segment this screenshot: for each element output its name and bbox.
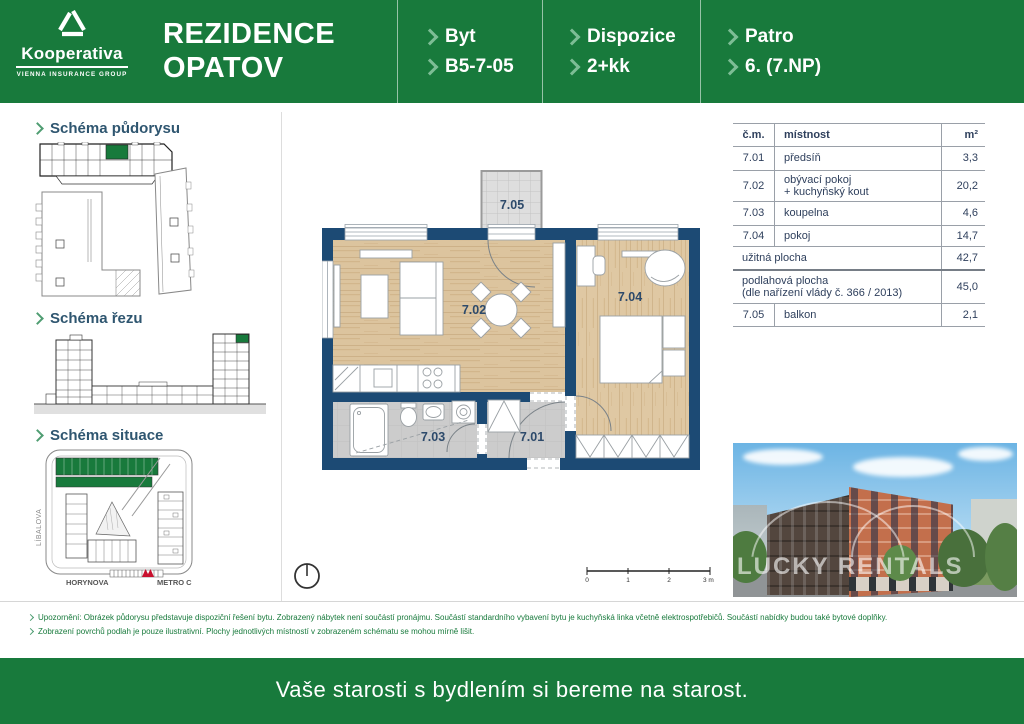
logo-subbrand: VIENNA INSURANCE GROUP: [16, 71, 128, 78]
room-label-hall: 7.01: [519, 430, 545, 444]
tv: [334, 265, 340, 327]
chevron-icon: [27, 627, 34, 634]
room-area-table: [733, 123, 985, 327]
kitchen-counter: [333, 365, 460, 392]
tree: [985, 523, 1017, 591]
section-schema-drawing: [34, 330, 266, 416]
floor-info-block: [724, 24, 821, 84]
double-bed: [600, 316, 662, 383]
floorplan-schema-drawing: [28, 142, 268, 304]
sofa: [400, 262, 443, 335]
chevron-icon: [422, 29, 439, 46]
section-title-section-schema: Schéma řezu: [33, 310, 143, 327]
chevron-icon: [564, 59, 581, 76]
sideboard: [360, 250, 412, 258]
building-photo: [733, 443, 1017, 597]
room-label-living: 7.02: [461, 303, 487, 317]
wall-niche: [553, 243, 565, 327]
table-row: 7.03 koupelna 4,6: [733, 202, 985, 226]
col-header-room: místnost: [784, 128, 830, 141]
scale-tick: 0: [585, 577, 589, 584]
section-title-floorplan-schema: Schéma půdorysu: [33, 120, 180, 137]
chevron-icon: [27, 614, 34, 621]
scale-tick: 1: [626, 577, 630, 584]
footer-slogan: Vaše starosti s bydlením si bereme na starost.: [275, 677, 749, 702]
page-title: [163, 17, 335, 85]
chevron-icon: [722, 29, 739, 46]
nightstand: [663, 316, 685, 348]
chevron-icon: [31, 312, 44, 325]
logo-rule: [16, 66, 128, 68]
highlighted-unit: [106, 145, 128, 159]
cloud: [743, 449, 823, 465]
title-line2: OPATOV: [163, 52, 284, 84]
bathtub: [350, 404, 388, 456]
layout-info-block: [566, 24, 676, 84]
washing-machine: [452, 401, 475, 423]
header-bar: [0, 0, 1024, 103]
disclaimer: [28, 611, 1008, 638]
scale-tick: 3 m: [703, 577, 714, 584]
unit-label: Byt: [445, 26, 476, 47]
disclaimer-line1: Upozornění: Obrázek půdorysu představuje dispoziční řešení bytu. Zobrazený nábytek není součástí pronájmu. Součástí standardního vybavení bytu je kuchyňská linka včetně elektrospotřebičů. Součástí nabídky budou také bytové doplňky.: [38, 613, 888, 622]
col-header-num: č.m.: [733, 124, 775, 146]
armchair: [645, 250, 685, 286]
north-compass-icon: [292, 561, 322, 591]
chevron-icon: [31, 429, 44, 442]
metro-label: METRO C: [157, 578, 192, 587]
watermark: LUCKY RENTALS: [737, 553, 964, 580]
table-row: 7.04 pokoj 14,7: [733, 226, 985, 247]
table-header-row: [733, 124, 985, 147]
desk: [577, 246, 595, 286]
table-summary-row: užitná plocha 42,7: [733, 247, 985, 271]
footer-bar: [0, 658, 1024, 724]
street-label-horynova: HORYNOVA: [66, 578, 109, 587]
disclaimer-line2: Zobrazení povrchů podlah je pouze ilustrativní. Plochy jednotlivých místností v zobrazeném schématu se mohou mírně lišit.: [38, 626, 475, 636]
unit-info-block: [424, 24, 514, 84]
table-summary-row: podlahová plocha (dle nařízení vlády č. 366 / 2013) 45,0: [733, 271, 985, 304]
street-label-libalova: LÍBALOVA: [36, 508, 43, 546]
table-row: 7.01 předsíň 3,3: [733, 147, 985, 171]
section-title-situation-schema: Schéma situace: [33, 427, 163, 444]
sidebar-divider: [281, 112, 282, 601]
unit-value: B5-7-05: [445, 56, 514, 77]
toilet: [401, 403, 417, 427]
floor-value: 6. (7.NP): [745, 56, 822, 77]
chevron-icon: [722, 59, 739, 76]
hall-wardrobe: [488, 400, 520, 432]
cloud: [958, 447, 1013, 461]
col-header-area: m²: [941, 124, 985, 146]
cloud: [853, 457, 953, 477]
highlighted-building: [56, 458, 158, 475]
scale-tick: 2: [667, 577, 671, 584]
floor-label: Patro: [745, 26, 794, 47]
kooperativa-logo: [14, 8, 130, 78]
room-label-balcony: 7.05: [499, 198, 525, 212]
layout-value: 2+kk: [587, 56, 630, 77]
header-divider: [542, 0, 543, 103]
table-row: 7.05 balkon 2,1: [733, 304, 985, 327]
room-label-bedroom: 7.04: [617, 290, 643, 304]
logo-brand: Kooperativa: [21, 44, 123, 63]
content-divider: [0, 601, 1024, 602]
table-row: 7.02 obývací pokoj + kuchyňský kout 20,2: [733, 171, 985, 202]
kooperativa-triangle-icon: [54, 8, 90, 38]
apartment-floorplan: [322, 170, 700, 470]
scale-bar: [583, 565, 717, 585]
nightstand: [663, 350, 685, 376]
situation-schema-drawing: [30, 444, 208, 590]
sink: [423, 404, 444, 420]
chevron-icon: [564, 29, 581, 46]
header-divider: [397, 0, 398, 103]
desk-chair: [593, 256, 605, 275]
room-label-bath: 7.03: [420, 430, 446, 444]
bedroom-wardrobe: [576, 435, 689, 458]
coffee-table: [361, 275, 388, 318]
chevron-icon: [31, 122, 44, 135]
chevron-icon: [422, 59, 439, 76]
header-divider: [700, 0, 701, 103]
layout-label: Dispozice: [587, 26, 676, 47]
title-line1: REZIDENCE: [163, 18, 336, 50]
highlighted-unit: [236, 335, 249, 343]
